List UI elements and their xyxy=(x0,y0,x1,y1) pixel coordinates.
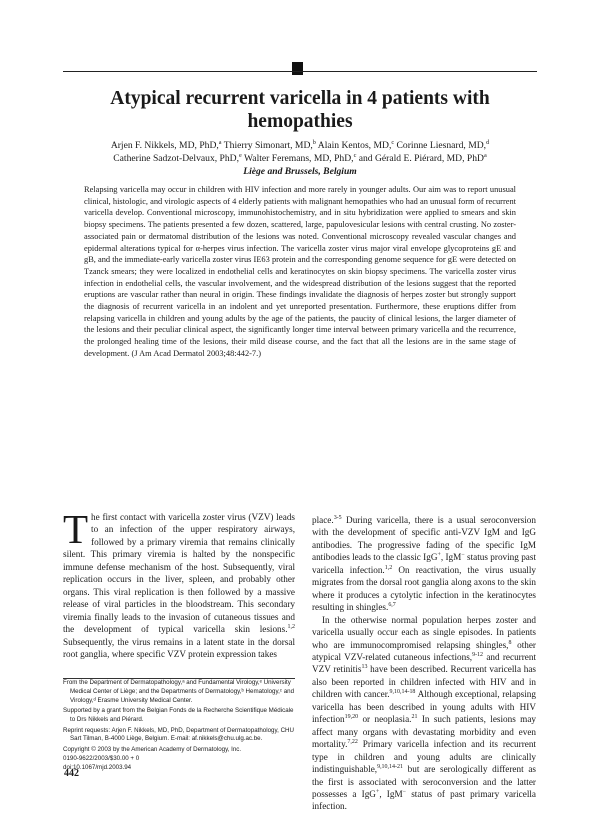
body-column-right xyxy=(312,514,536,813)
citation-ref: 9,10,14-18 xyxy=(389,689,416,696)
body-text: During varicella, there is a usual seroconversion with the development of specific anti-VZV IgM and IgG antibodies. The progressive fading of the specific IgM antibodies leads to the classic IgG xyxy=(312,515,536,563)
body-text: but are serologically different as the first is associated with seroconversion and the latter possesses a IgG xyxy=(312,764,536,799)
body-text: or neoplasia. xyxy=(358,714,412,725)
body-text: have been described. Recurrent varicella has also been reported in children infected with HIV and in children with cancer. xyxy=(312,664,536,700)
citation-ref: 19,20 xyxy=(344,714,359,721)
body-text: status proving past varicella infection. xyxy=(312,552,537,575)
body-text: In such patients, lesions may affect many organs with devastating morbidity and even mortality. xyxy=(312,714,536,750)
author-name: and Gérald E. Piérard, MD, PhD xyxy=(356,153,484,164)
footnotes xyxy=(63,679,295,774)
copyright-line: Copyright © 2003 by the American Academy of Dermatology, Inc. xyxy=(63,745,242,753)
affiliation-mark: c xyxy=(353,151,357,159)
citation-ref: 21 xyxy=(411,714,418,721)
body-column-left xyxy=(63,506,295,660)
doi-line: doi:10.1067/mjd.2003.94 xyxy=(63,763,132,771)
body-text: , IgM xyxy=(379,788,403,799)
article-title: Atypical recurrent varicella in 4 patients with hemopathies xyxy=(110,88,490,132)
author-name: Thierry Simonart, MD, xyxy=(221,140,313,151)
affiliation-mark: b xyxy=(312,138,316,146)
body-paragraph xyxy=(63,506,295,660)
body-paragraph xyxy=(312,514,536,614)
body-text: On reactivation, the virus usually migrates from the dorsal root ganglia along axons to the skin where it produces a cytolytic infection in the keratinocytes resulting in shingles. xyxy=(312,564,536,613)
footnote-affiliations: From the Department of Dermatopathology,ᵃ and Fundamental Virology,ᵉ University Medical Center of Liège; and the Departments of Dermatology,ᵇ Hematology,ᶜ and Virology,ᵈ Erasme University Medical Center. xyxy=(63,679,295,704)
superscript-sign: − xyxy=(461,552,465,559)
citation-ref: 8 xyxy=(508,639,512,646)
citation-ref: 3-5 xyxy=(333,514,342,521)
header-rule xyxy=(63,71,537,72)
author-name: Corinne Liesnard, MD, xyxy=(394,140,487,151)
body-text: other atypical VZV-related cutaneous infections, xyxy=(312,639,536,662)
issn-line: 0190-9622/2003/$30.00 + 0 xyxy=(63,754,140,762)
citation-ref: 1,2 xyxy=(287,624,295,631)
body-text: place. xyxy=(312,515,334,525)
citation-ref: 13 xyxy=(361,664,368,671)
body-text: and recurrent VZV retinitis xyxy=(312,651,537,675)
drop-cap: T xyxy=(63,506,89,552)
author-list xyxy=(60,139,540,178)
author-name: Alain Kentos, MD, xyxy=(315,140,392,151)
abstract: Relapsing varicella may occur in children with HIV infection and more rarely in younger adults. Our aim was to report unusual clinical, histologic, and virologic aspects of 4 elderly patients with malignant hemopathies who had an unusual form of recurrent varicella develop. Conventional microscopy, immunohistochemistry, and in situ hybridization were applied to smears and skin biopsy specimens. The patients presented a few dozen, scattered, large, papulovesicular lesions with central crusting. No zoster-associated pain or dermatomal distribution of the lesions was noted. Conventional microscopy revealed vascular changes and epidermal alterations typical for α-herpes virus infection. The varicella zoster virus major viral envelope glycoproteins gE and gB, and the immediate-early varicella zoster virus IE63 protein and the corresponding genome sequence for gE were detected on Tzanck smears; they were localized in endothelial cells and keratinocytes on skin biopsy specimens. The varicella zoster virus infection in endothelial cells, the vascular involvement, and the widespread distribution of the lesions suggest that the reported eruptions are vascular rather than neural in origin. These findings invalidate the diagnosis of herpes zoster but strongly support the diagnosis of recurrent varicella in an indolent and yet unreported presentation. Furthermore, these eruptions differ from relapsing varicella in children and young adults by the age of the patients, the paucity of clinical lesions, the larger diameter of the lesions and their peculiar clinical aspect, the significantly longer time interval between primary varicella and the recurrence, the prolonged healing time of the lesions, their mild disease course, and the fact that all the lesions are in the same stage of development. (J Am Acad Dermatol 2003;48:442-7.) xyxy=(84,185,516,358)
superscript-sign: + xyxy=(375,788,380,795)
footnote-reprints: Reprint requests: Arjen F. Nikkels, MD, PhD, Department of Dermatopathology, CHU Sart Tilman, B-4000 Liège, Belgium. E-mail: af.nikkels@chu.ulg.ac.be. xyxy=(63,726,294,743)
citation-ref: 6,7 xyxy=(388,602,396,609)
body-text: , IgM xyxy=(440,552,462,563)
superscript-sign: + xyxy=(437,552,441,559)
citation-ref: 9,10,14-21 xyxy=(377,764,403,770)
author-name: Arjen F. Nikkels, MD, PhD, xyxy=(110,140,219,151)
superscript-sign: − xyxy=(402,788,407,795)
author-name: Catherine Sadzot-Delvaux, PhD, xyxy=(113,153,240,164)
page-number: 442 xyxy=(64,768,79,779)
citation-ref: 9-12 xyxy=(472,651,484,658)
author-location: Liège and Brussels, Belgium xyxy=(243,166,357,177)
footnote-funding: Supported by a grant from the Belgian Fonds de la Recherche Scientifique Médicale to Drs Nikkels and Piérard. xyxy=(63,707,294,724)
body-text: status of past primary varicella infection. xyxy=(312,788,537,812)
body-paragraph xyxy=(312,614,536,813)
body-text: Subsequently, the virus remains in a latent state in the dorsal root ganglia, where specific VZV protein expression takes xyxy=(63,636,295,659)
affiliation-mark: a xyxy=(483,151,487,159)
affiliation-mark: a xyxy=(218,138,222,146)
body-text: he first contact with varicella zoster virus (VZV) leads to an infection of the upper respiratory airways, followed by a primary viremia that remains clinically silent. This primary viremia is halted by the nonspecific immune defense mechanism of the host. Subsequently, viral replication occurs in the liver, spleen, and probably other organs. This viral replication is then followed by a massive release of viral particles in the bloodstream. This secondary viremia finally leads to the invasion of cutaneous tissues and the development of typical varicella skin lesions. xyxy=(63,512,295,635)
body-text: Primary varicella infection and its recurrent type in children and young adults are clinically indistinguishable, xyxy=(312,739,536,775)
body-text: Although exceptional, relapsing varicella has been described in young adults with HIV infection xyxy=(312,689,536,725)
footnote-copyright xyxy=(63,746,295,773)
affiliation-mark: d xyxy=(486,138,490,146)
section-marker xyxy=(292,62,303,75)
author-name: Walter Feremans, MD, PhD, xyxy=(241,153,354,164)
affiliation-mark: e xyxy=(239,151,242,159)
body-text: In the otherwise normal population herpes zoster and varicella usually occur each as single episodes. In patients who are immunocompromised relapsing shingles, xyxy=(312,614,536,650)
citation-ref: 1,2 xyxy=(384,564,393,571)
citation-ref: 7,22 xyxy=(347,739,358,746)
affiliation-mark: c xyxy=(391,138,395,146)
